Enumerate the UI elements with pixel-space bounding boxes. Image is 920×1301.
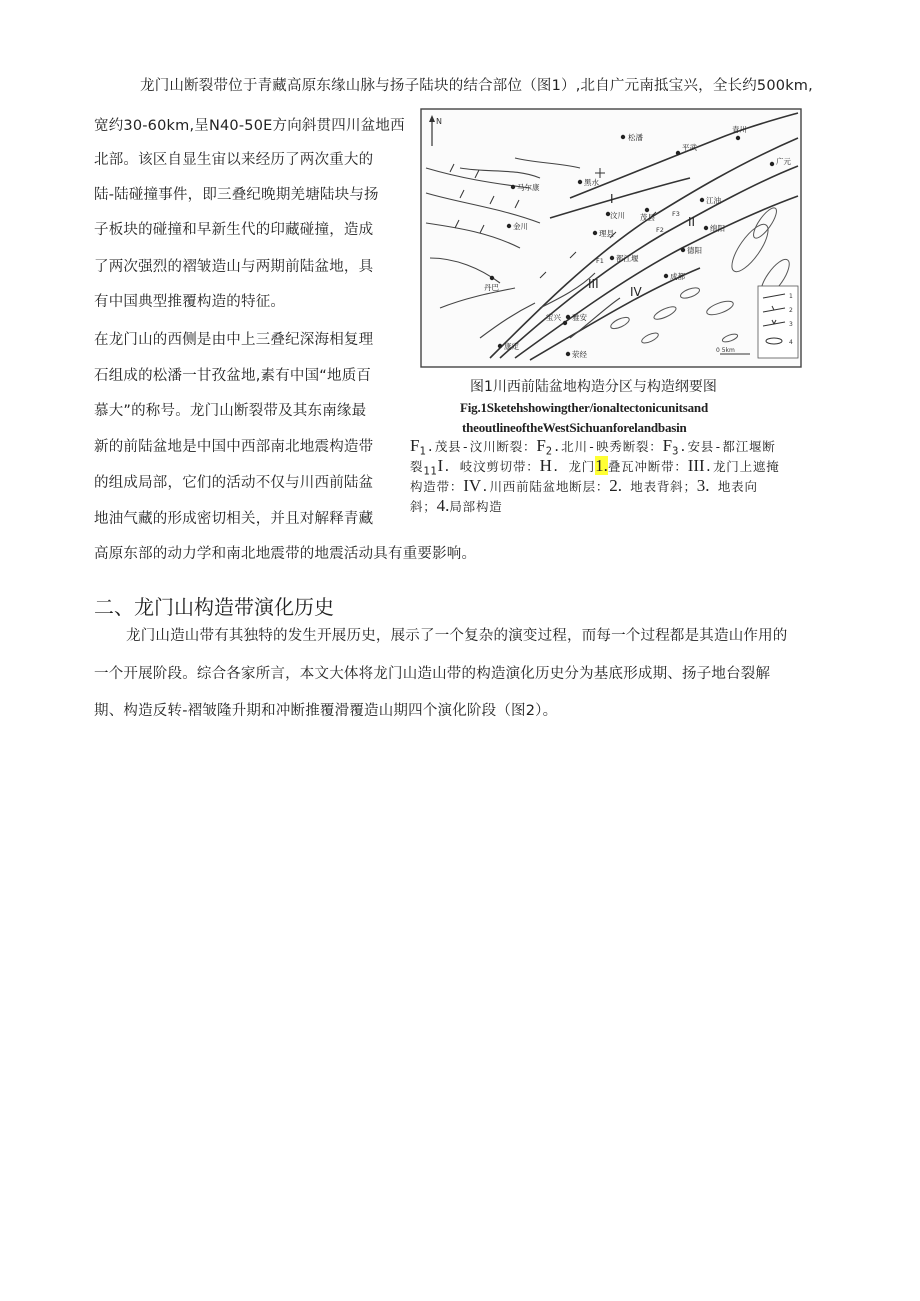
- map-label-pingwu: 平武: [682, 143, 697, 152]
- fault-label-f1: F1: [596, 257, 604, 265]
- para1-line2: 宽约30-60km,呈N40-50E方向斜贯四川盆地西: [94, 118, 405, 134]
- scale-label: 0 5km: [716, 347, 735, 354]
- tectonic-map: [420, 108, 802, 368]
- section-line2: 一个开展阶段。综合各家所言，本文大体将龙门山造山带的构造演化历史分为基底形成期、扬子地台裂解: [94, 666, 771, 682]
- zone-label-1: I: [610, 192, 614, 206]
- section-line3: 期、构造反转-褶皱隆升期和冲断推覆滑覆造山期四个演化阶段（图2）。: [94, 703, 558, 719]
- zone-label-2: II: [688, 215, 696, 229]
- figure-caption-cn: 图1川西前陆盆地构造分区与构造纲要图: [470, 379, 717, 395]
- figure-caption-en-2: theoutlineoftheWestSichuanforelandbasin: [462, 420, 687, 435]
- para2-line1: 在龙门山的西侧是由中上三叠纪深海相复理: [94, 332, 374, 348]
- map-label-qingchuan: 青川: [732, 125, 747, 134]
- legend-line-4: 斜；4.局部构造: [410, 496, 503, 515]
- legend-line-1: $F_1$.茂县-汶川断裂：$F_2$.北川-映秀断裂：$F_3$.安县-都江堰断: [410, 436, 776, 458]
- para1-line6: 了两次强烈的褶皱造山与两期前陆盆地，具: [94, 259, 374, 275]
- map-label-mianyang: 绵阳: [710, 224, 725, 233]
- map-label-jinchuan: 金川: [513, 222, 528, 231]
- highlighted-text: 1.: [595, 456, 608, 475]
- map-label-maoxian: 茂县: [640, 213, 655, 222]
- map-label-heishui: 黑水: [584, 178, 599, 187]
- map-label-jiangyou: 江油: [706, 196, 721, 205]
- map-label-songpan: 松潘: [628, 133, 643, 142]
- zone-label-3: III: [588, 277, 599, 291]
- map-label-baoxing: 宝兴: [546, 313, 561, 322]
- legend-num-1: 1: [789, 293, 793, 300]
- map-label-chengdu: 成都: [670, 272, 685, 281]
- para2-line6: 地油气藏的形成密切相关，并且对解释青藏: [94, 511, 374, 527]
- section-heading: 二、龙门山构造带演化历史: [94, 595, 334, 619]
- figure-caption-en-1: Fig.1Sketehshowingther/ionaltectonicunitsand: [460, 400, 708, 415]
- para1-line3: 北部。该区自显生宙以来经历了两次重大的: [94, 152, 374, 168]
- map-label-kangding: 康定: [504, 342, 519, 351]
- para2-line7: 高原东部的动力学和南北地震带的地震活动具有重要影响。: [94, 546, 477, 562]
- para1-line1: 龙门山断裂带位于青藏高原东缘山脉与扬子陆块的结合部位（图1）,北自广元南抵宝兴，全长约500km,: [140, 78, 813, 94]
- fault-label-f3: F3: [672, 210, 680, 218]
- legend-line-3: 构造带：IV.川西前陆盆地断层：2. 地表背斜；3. 地表向: [410, 476, 758, 495]
- map-label-wenchuan: 汶川: [610, 211, 625, 220]
- map-label-yaan: 雅安: [572, 313, 587, 322]
- map-label-maerkang: 马尔康: [517, 183, 540, 192]
- north-label: N: [436, 117, 442, 126]
- map-label-danba: 丹巴: [484, 283, 499, 292]
- map-legend: [758, 286, 798, 358]
- para2-line5: 的组成局部，它们的活动不仅与川西前陆盆: [94, 475, 374, 491]
- map-label-guangyuan: 广元: [776, 157, 791, 166]
- map-label-dujiangyan: 都江堰: [616, 254, 639, 263]
- para2-line2: 石组成的松潘一甘孜盆地,素有中国“地质百: [94, 368, 372, 384]
- para2-line4: 新的前陆盆地是中国中西部南北地震构造带: [94, 439, 374, 455]
- legend-num-2: 2: [789, 307, 793, 314]
- para1-line4: 陆-陆碰撞事件，即三叠纪晚期羌塘陆块与扬: [94, 187, 379, 203]
- para2-line3: 慕大”的称号。龙门山断裂带及其东南缘最: [94, 403, 367, 419]
- legend-num-4: 4: [789, 339, 793, 346]
- tectonic-map-figure: [420, 108, 802, 368]
- map-label-deyang: 德阳: [687, 246, 702, 255]
- section-line1: 龙门山造山带有其独特的发生开展历史，展示了一个复杂的演变过程，而每一个过程都是其造山作用的: [126, 628, 788, 644]
- zone-label-4: IV: [630, 285, 642, 299]
- map-label-lixian: 理县: [599, 229, 614, 238]
- para1-line5: 子板块的碰撞和早新生代的印藏碰撞，造成: [94, 222, 374, 238]
- fault-label-f2: F2: [656, 226, 664, 234]
- map-label-yingjing: 荥经: [572, 350, 587, 359]
- legend-num-3: 3: [789, 321, 793, 328]
- legend-line-2: 裂$_{11}$I. 岐汶剪切带：H. 龙门1.叠瓦冲断带：III.龙门上遮掩: [410, 456, 780, 478]
- para1-line7: 有中国典型推覆构造的特征。: [94, 294, 286, 310]
